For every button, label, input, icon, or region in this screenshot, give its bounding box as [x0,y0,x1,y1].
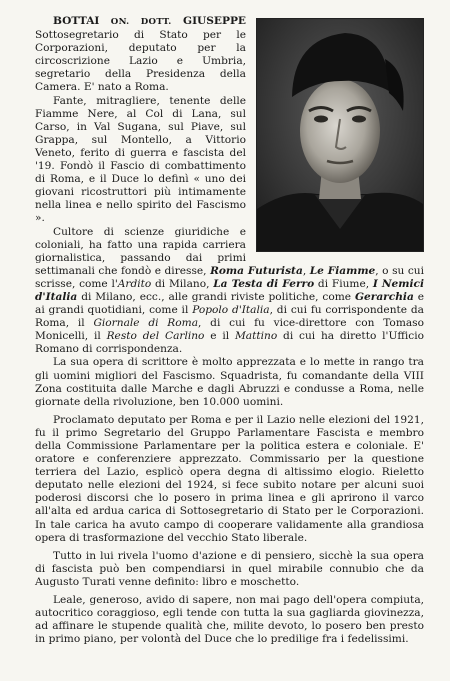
bio-paragraph-5: Proclamato deputato per Roma e per il Lazio nelle elezioni del 1921, fu il primo Segretario del Gruppo Parlamentare Fascista e membro della Commissione Parlamentare per la politica estera e coloniale. E' oratore e conferenziere apprezzato. Commissario per la questione terriera del Lazio, esplicò opera degna di altissimo elogio. Rieletto deputato nelle elezioni del 1924, si fece subito notare per alcuni suoi poderosi discorsi che lo posero in prima linea e gli aprirono il varco all'alta ed ardua carica di Sottosegretario di Stato per le Corporazioni. In tale carica ha avuto campo di cooperare validamente alla grandiosa opera di trasformazione del vecchio Stato liberale. [35,413,424,544]
bio-paragraph-4: La sua opera di scrittore è molto apprezzata e lo mette in rango tra gli uomini migliori del Fascismo. Squadrista, fu comandante della VIII Zona costituita dalle Marche e dagli Abruzzi e condusse a Roma, nelle giornate della rivoluzione, ben 10.000 uomini. [35,356,424,408]
periodical-gerarchia: Gerarchia [354,290,414,303]
periodical-roma-futurista: Roma Futurista [210,264,303,277]
periodical-mattino: Mattino [234,330,278,343]
periodical-resto-del-carlino: Resto del Carlino [106,330,205,343]
bio-paragraph-6: Tutto in lui rivela l'uomo d'azione e di pensiero, sicchè la sua opera di fascista può ben compendiarsi in quel mirabile connubio che da Augusto Turati venne definito: libro e moschetto. [35,549,424,588]
bio-paragraph-2: Fante, mitragliere, tenente delle Fiamme Nere, al Col di Lana, sul Carso, in Val Sugana, sul Piave, sul Grappa, sul Montello, a Vittorio Veneto, ferito di guerra e fascista del '19. Fondò il Fascio di combattimento di Roma, e il Duce lo definì « uno dei giovani ricostruttori più intimamente nella linea e nello spirito del Fascismo ». [35,94,246,225]
periodical-testa-di-ferro: La Testa di Ferro [213,277,315,290]
periodical-le-fiamme: Le Fiamme [309,264,376,277]
bio-paragraph-3: Cultore di scienze giuridiche e coloniali, ha fatto una rapida carriera giornalistica, passando dai primi settimanali che fondò e diresse, Roma Futurista, Le Fiamme, o su cui scrisse, come l'Ardito di Milano, La Testa di Ferro di Fiume, I Nemici d'Italia di Milano, ecc., alle grandi riviste politiche, come Gerarchia e ai grandi quotidiani, come il Popolo d'Italia, di cui fu corrispondente da Roma, il Giornale di Roma, di cui fu vice-direttore con Tomaso Monicelli, il Resto del Carlino e il Mattino di cui ha diretto l'Ufficio Romano di corrispondenza. [35,225,424,356]
periodical-ardito: Ardito [117,277,152,290]
periodical-popolo-d-italia: Popolo d'Italia [192,304,270,317]
periodical-giornale-di-roma: Giornale di Roma [93,317,199,330]
person-given-name: GIUSEPPE [183,15,246,27]
person-honorific: ON. DOTT. [110,17,172,27]
bio-text-1: Sottosegretario di Stato per le Corporazioni, deputato per la circoscrizione Lazio e Umbria, segretario della Presidenza della Camera. E' nato a Roma. [35,29,246,94]
portrait-image [257,19,423,251]
periodical-nemici-d-italia: I Nemici d'Italia [35,277,424,303]
portrait-photo [256,18,424,252]
bio-paragraph-7: Leale, generoso, avido di sapere, non mai pago dell'opera compiuta, autocritico coraggioso, egli tende con tutta la sua gagliarda giovinezza, ad affinare le stupende qualità che, milite devoto, lo posero ben presto in primo piano, per volontà del Duce che lo predilige fra i fedelissimi. [35,594,424,646]
person-surname: BOTTAI [53,15,100,27]
